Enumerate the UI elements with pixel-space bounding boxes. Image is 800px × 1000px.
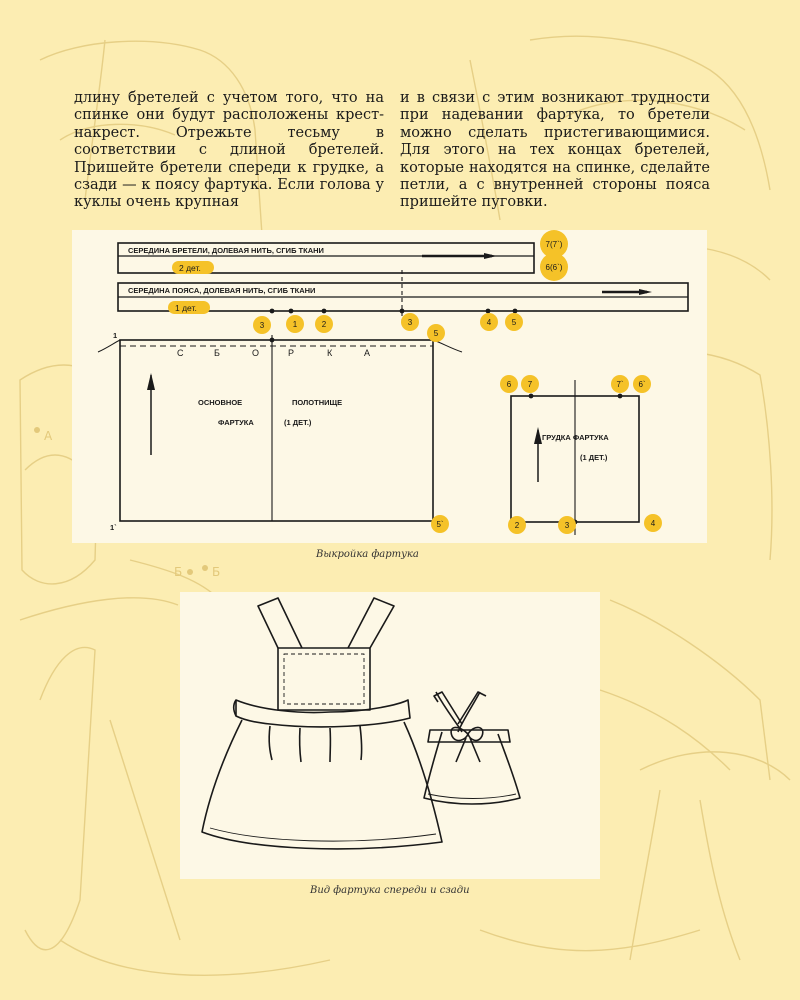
marker-belt-2: 2: [321, 320, 327, 329]
belt-label: СЕРЕДИНА ПОЯСА, ДОЛЕВАЯ НИТЬ, СГИБ ТКАНИ: [128, 286, 316, 295]
bg-letter-a: А: [44, 429, 53, 443]
gather-letter-5: К: [327, 348, 333, 358]
apron-caption: Вид фартука спереди и сзади: [310, 885, 470, 896]
pattern-caption: Выкройка фартука: [316, 549, 419, 560]
main-panel-label-1a: ОСНОВНОЕ: [198, 398, 243, 407]
marker-belt-3a: 3: [259, 321, 265, 330]
marker-belt-5: 5: [511, 318, 517, 327]
corner-1: 1: [113, 331, 118, 340]
marker-bib-3: 3: [564, 521, 570, 530]
marker-6: 6(6`): [545, 263, 563, 272]
gather-letter-6: А: [364, 348, 371, 358]
bg-letter-b2: Б: [212, 565, 221, 579]
marker-panel-5: 5: [433, 329, 439, 338]
marker-bib-2: 2: [514, 521, 520, 530]
strap-label: СЕРЕДИНА БРЕТЕЛИ, ДОЛЕВАЯ НИТЬ, СГИБ ТКАНИ: [128, 246, 324, 255]
belt-count: 1 дет.: [175, 303, 197, 313]
text-column-right: и в связи с этим возникают трудности при надевании фартука, то бретели можно сделать пристегивающимися. Для этого на тех концах бретелей, которые находятся на спинке, сделайте петли, а с внутренней стороны пояса пришейте пуговки.: [400, 90, 710, 211]
marker-bib-7: 7: [527, 380, 533, 389]
strap-count: 2 дет.: [179, 263, 201, 273]
main-panel-label-2b: (1 ДЕТ.): [284, 418, 312, 427]
gather-letter-2: Б: [214, 348, 220, 358]
main-panel-label-1b: ПОЛОТНИЩЕ: [292, 398, 343, 407]
marker-bib-6: 6: [506, 380, 512, 389]
bib-label-1: ГРУДКА ФАРТУКА: [542, 433, 609, 442]
marker-bib-7p: 7`: [616, 380, 624, 389]
main-panel-label-2a: ФАРТУКА: [218, 418, 254, 427]
marker-bib-6p: 6`: [638, 380, 646, 389]
apron-illustration: [180, 592, 600, 879]
gather-letter-3: О: [252, 348, 260, 358]
marker-belt-4: 4: [486, 318, 492, 327]
marker-bib-4: 4: [650, 519, 656, 528]
bib-label-2: (1 ДЕТ.): [580, 453, 608, 462]
pattern-figure: [72, 230, 707, 543]
marker-belt-1: 1: [292, 320, 298, 329]
marker-panel-5p: 5`: [436, 520, 444, 529]
marker-7: 7(7`): [545, 240, 563, 249]
bg-letter-b1: Б: [174, 565, 183, 579]
marker-belt-3b: 3: [407, 318, 413, 327]
text-column-left: длину бретелей с учетом того, что на спинке они будут расположены крест-накрест. Отрежьте тесьму в соответствии с длиной бретелей. Пришейте бретели спереди к грудке, а сзади — к поясу фартука. Если голова у куклы очень крупная: [74, 90, 384, 211]
corner-1p: 1`: [110, 523, 117, 532]
gather-letter-4: Р: [288, 348, 295, 358]
gather-letter-1: С: [177, 348, 184, 358]
